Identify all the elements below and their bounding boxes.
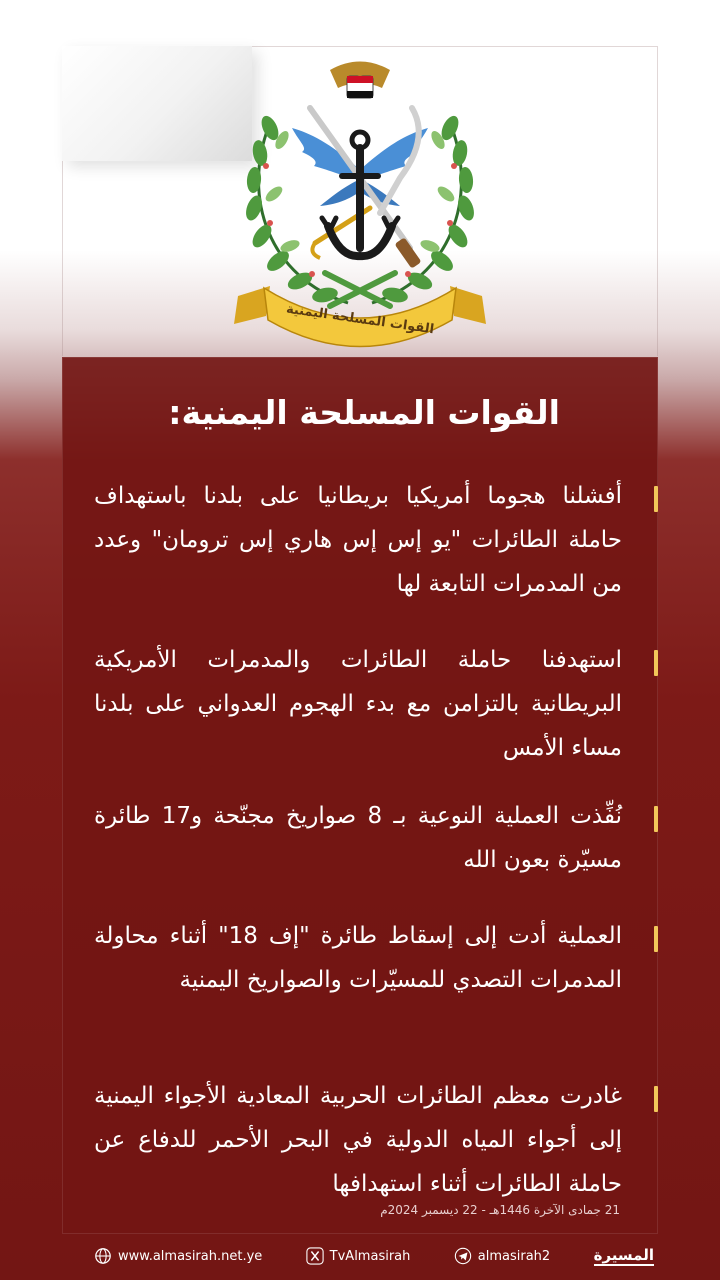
bullet-marker [654,806,658,832]
footer-website[interactable] [94,1247,262,1265]
statement-4: العملية أدت إلى إسقاط طائرة "إف 18" أثناء محاولة المدمرات التصدي للمسيّرات والصواريخ اليمنية [94,923,622,993]
bullet-marker [654,926,658,952]
emblem-banner-text: القوات المسلحة اليمنية [285,301,435,338]
statement-2: استهدفنا حاملة الطائرات والمدمرات الأمريكية البريطانية بالتزامن مع بدء الهجوم العدواني على بلدنا مساء الأمس [94,647,622,761]
statement-5: غادرت معظم الطائرات الحربية المعادية الأجواء اليمنية إلى أجواء المياه الدولية في البحر الأحمر للدفاع عن حاملة الطائرات أثناء استهدافها [94,1083,622,1197]
x-handle[interactable]: TvAlmasirah [329,1248,411,1264]
globe-icon [94,1247,112,1265]
publication-date: 21 جمادى الآخرة 1446هـ - 22 ديسمبر 2024م [380,1203,620,1217]
telegram-icon [454,1247,472,1265]
footer-telegram[interactable] [454,1247,550,1265]
telegram-handle[interactable]: almasirah2 [477,1248,551,1264]
statement-3: نُفِّذت العملية النوعية بـ 8 صواريخ مجنّحة و17 طائرة مسيّرة بعون الله [94,803,622,873]
eagle-crest [330,62,390,99]
bullet-marker [654,1086,658,1112]
x-logo-icon [306,1247,324,1265]
bullet-marker [654,486,658,512]
bullet-marker [654,650,658,676]
headline: القوات المسلحة اليمنية: [168,393,560,432]
footer-bar [94,1243,654,1269]
footer-x-account[interactable] [306,1247,411,1265]
website-link[interactable]: www.almasirah.net.ye [118,1248,263,1264]
statement-1: أفشلنا هجوما أمريكيا بريطانيا على بلدنا باستهداف حاملة الطائرات "يو إس إس هاري إس ترومان" وعدد من المدمرات التابعة لها [94,483,622,597]
brand-logo: المسيرة [593,1245,654,1264]
corner-flap-decoration [62,46,252,161]
